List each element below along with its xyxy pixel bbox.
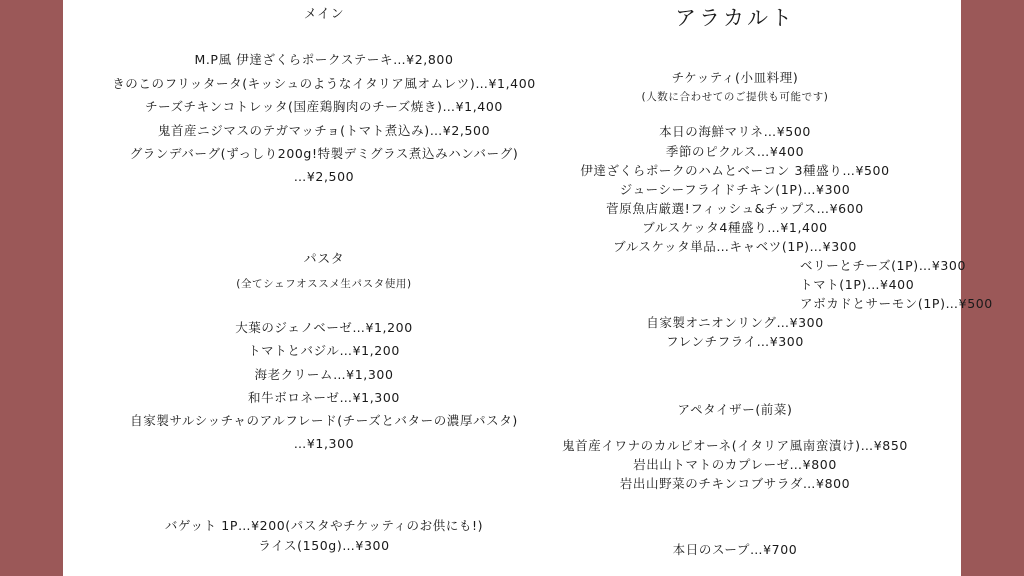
pasta-item-price-continued: …¥1,300 xyxy=(293,436,355,451)
pasta-item: 自家製サルシッチャのアルフレード(チーズとバターの濃厚パスタ) xyxy=(130,413,518,428)
alacarte-item: フレンチフライ…¥300 xyxy=(666,334,804,349)
main-item: きのこのフリッタータ(キッシュのようなイタリア風オムレツ)…¥1,400 xyxy=(112,76,536,91)
alacarte-item: ブルスケッタ単品…キャベツ(1P)…¥300 xyxy=(613,239,857,254)
pasta-item: 海老クリーム…¥1,300 xyxy=(254,367,394,382)
alacarte-item: トマト(1P)…¥400 xyxy=(800,277,915,292)
alacarte-item: 本日の海鮮マリネ…¥500 xyxy=(659,124,811,139)
main-item-price-continued: …¥2,500 xyxy=(293,169,355,184)
pasta-item: 大葉のジェノベーゼ…¥1,200 xyxy=(235,320,413,335)
alacarte-item: ベリーとチーズ(1P)…¥300 xyxy=(800,258,967,273)
menu-page xyxy=(63,0,993,576)
alacarte-title: アラカルト xyxy=(675,6,795,30)
main-item: 鬼首産ニジマスのテガマッチョ(トマト煮込み)…¥2,500 xyxy=(157,123,491,138)
cicchetti-note: (人数に合わせてのご提供も可能です) xyxy=(641,91,829,103)
pasta-item: 和牛ボロネーゼ…¥1,300 xyxy=(248,390,400,405)
alacarte-item: 自家製オニオンリング…¥300 xyxy=(646,315,824,330)
pasta-item: トマトとバジル…¥1,200 xyxy=(248,343,400,358)
alacarte-item: 菅原魚店厳選!フィッシュ&チップス…¥600 xyxy=(606,201,864,216)
alacarte-item: 季節のピクルス…¥400 xyxy=(665,144,805,159)
alacarte-item: ブルスケッタ4種盛り…¥1,400 xyxy=(642,220,828,235)
main-item: チーズチキンコトレッタ(国産鶏胸肉のチーズ焼き)…¥1,400 xyxy=(145,99,503,114)
pasta-section-note: (全てシェフオススメ生パスタ使用) xyxy=(236,278,412,290)
alacarte-item: ジューシーフライドチキン(1P)…¥300 xyxy=(619,182,851,197)
main-item: グランデバーグ(ずっしり200g!特製デミグラス煮込みハンバーグ) xyxy=(129,146,519,161)
pasta-section-title: パスタ xyxy=(303,252,345,267)
appetizer-title: アペタイザー(前菜) xyxy=(677,402,793,417)
bread-item: ライス(150g)…¥300 xyxy=(258,538,390,553)
appetizer-item: 鬼首産イワナのカルピオーネ(イタリア風南蛮漬け)…¥850 xyxy=(562,438,908,453)
main-section-title: メイン xyxy=(303,7,345,22)
alacarte-item: 伊達ざくらポークのハムとベーコン 3種盛り…¥500 xyxy=(580,163,890,178)
main-item: M.P風 伊達ざくらポークステーキ…¥2,800 xyxy=(194,52,454,67)
bread-item: バゲット 1P…¥200(パスタやチケッティのお供にも!) xyxy=(164,518,484,533)
soup-item: 本日のスープ…¥700 xyxy=(672,542,798,557)
appetizer-item: 岩出山トマトのカプレーゼ…¥800 xyxy=(633,457,837,472)
alacarte-item: アボカドとサーモン(1P)…¥500 xyxy=(800,296,993,311)
appetizer-item: 岩出山野菜のチキンコブサラダ…¥800 xyxy=(619,476,851,491)
cicchetti-title: チケッティ(小皿料理) xyxy=(671,70,799,85)
